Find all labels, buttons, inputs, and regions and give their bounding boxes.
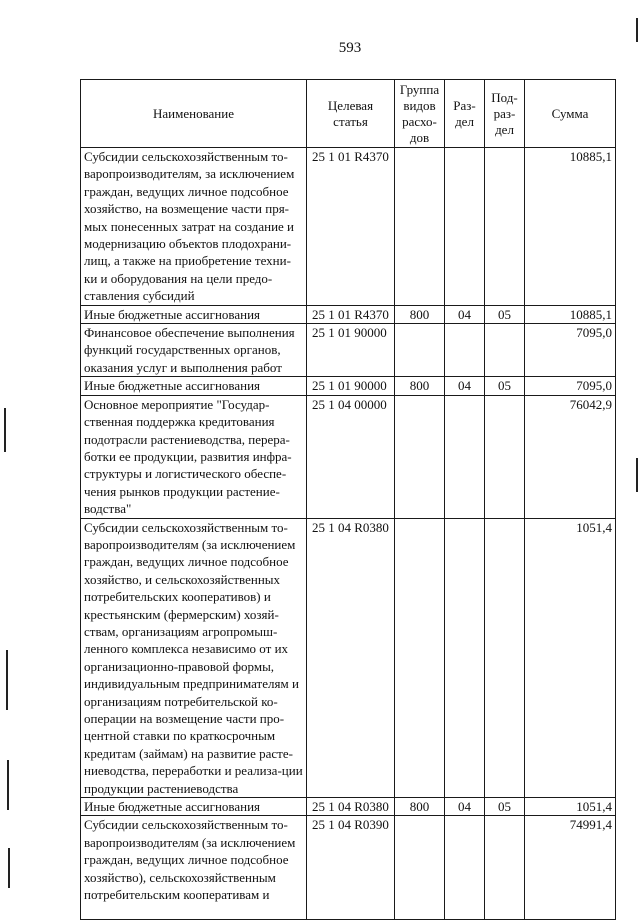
row-sum: 7095,0 <box>525 324 616 377</box>
table-row <box>81 395 616 518</box>
table-row <box>81 377 616 395</box>
row-section <box>445 518 485 798</box>
header-target: Целевая статья <box>307 80 395 148</box>
scan-edge-mark <box>636 458 638 492</box>
row-group <box>395 395 445 518</box>
scan-edge-mark <box>8 848 10 888</box>
row-name: Иные бюджетные ассигнования <box>81 798 307 816</box>
row-target: 25 1 04 00000 <box>307 395 395 518</box>
row-sum: 10885,1 <box>525 305 616 323</box>
row-name: Субсидии сельскохозяйственным то-варопроизводителям, за исключением граждан, ведущих личное подсобное хозяйство, на возмещение части пря-мых понесенных затрат на создание и модернизацию объектов плодохрани-лищ, а также на приобретение техни-ки и оборудования на цели предо-ставления субсидий <box>81 148 307 306</box>
table-row <box>81 816 616 920</box>
row-section: 04 <box>445 377 485 395</box>
table-header-row <box>81 80 616 148</box>
scan-edge-mark <box>4 408 6 452</box>
row-group <box>395 816 445 920</box>
row-target: 25 1 01 R4370 <box>307 148 395 306</box>
row-sum: 1051,4 <box>525 518 616 798</box>
row-group <box>395 518 445 798</box>
row-name: Финансовое обеспечение выполнения функций государственных органов, оказания услуг и выполнения работ <box>81 324 307 377</box>
row-section <box>445 395 485 518</box>
row-group <box>395 148 445 306</box>
row-sum: 74991,4 <box>525 816 616 920</box>
row-subsection <box>485 324 525 377</box>
row-subsection <box>485 518 525 798</box>
row-subsection: 05 <box>485 798 525 816</box>
row-subsection <box>485 395 525 518</box>
row-target: 25 1 01 90000 <box>307 324 395 377</box>
header-name: Наименование <box>81 80 307 148</box>
row-subsection: 05 <box>485 305 525 323</box>
row-group: 800 <box>395 798 445 816</box>
row-target: 25 1 01 R4370 <box>307 305 395 323</box>
row-name: Субсидии сельскохозяйственным то-варопроизводителям (за исключением граждан, ведущих личное подсобное хозяйство, и сельскохозяйственных потребительских кооперативов) и крестьянским (фермерским) хозяй-ствам, организациям агропромыш-ленного комплекса независимо от их организационно-правовой формы, индивидуальным предпринимателям и организациям потребительской ко-операции на возмещение части про-центной ставки по краткосрочным кредитам (займам) на развитие расте-ниеводства, переработки и реализа-ции продукции растениеводства <box>81 518 307 798</box>
row-sum: 7095,0 <box>525 377 616 395</box>
row-section: 04 <box>445 798 485 816</box>
table-row <box>81 324 616 377</box>
header-expense-group: Группа видов расхо-дов <box>395 80 445 148</box>
row-subsection <box>485 148 525 306</box>
row-target: 25 1 04 R0380 <box>307 518 395 798</box>
row-group: 800 <box>395 377 445 395</box>
row-target: 25 1 04 R0380 <box>307 798 395 816</box>
scan-edge-mark <box>636 18 638 42</box>
row-section <box>445 816 485 920</box>
budget-allocation-table <box>80 79 616 920</box>
scan-edge-mark <box>6 650 8 710</box>
table-row <box>81 798 616 816</box>
row-section <box>445 324 485 377</box>
row-target: 25 1 01 90000 <box>307 377 395 395</box>
page-number: 593 <box>338 40 362 56</box>
row-name: Иные бюджетные ассигнования <box>81 377 307 395</box>
row-name: Иные бюджетные ассигнования <box>81 305 307 323</box>
scan-edge-mark <box>7 760 9 810</box>
row-section <box>445 148 485 306</box>
table-row <box>81 148 616 306</box>
row-sum: 76042,9 <box>525 395 616 518</box>
row-name: Основное мероприятие "Государ-ственная поддержка кредитования подотрасли растениеводства, перера-ботки ее продукции, развития инфра-структуры и логистического обеспе-чения рынков продукции растение-водства" <box>81 395 307 518</box>
table-row <box>81 305 616 323</box>
row-subsection: 05 <box>485 377 525 395</box>
row-target: 25 1 04 R0390 <box>307 816 395 920</box>
row-sum: 10885,1 <box>525 148 616 306</box>
row-section: 04 <box>445 305 485 323</box>
row-group: 800 <box>395 305 445 323</box>
header-section: Раз-дел <box>445 80 485 148</box>
header-sum: Сумма <box>525 80 616 148</box>
row-group <box>395 324 445 377</box>
table-row <box>81 518 616 798</box>
row-subsection <box>485 816 525 920</box>
row-name: Субсидии сельскохозяйственным то-варопроизводителям (за исключением граждан, ведущих личное подсобное хозяйство), сельскохозяйственным потребительским кооперативам и <box>81 816 307 920</box>
row-sum: 1051,4 <box>525 798 616 816</box>
header-subsection: Под-раз-дел <box>485 80 525 148</box>
